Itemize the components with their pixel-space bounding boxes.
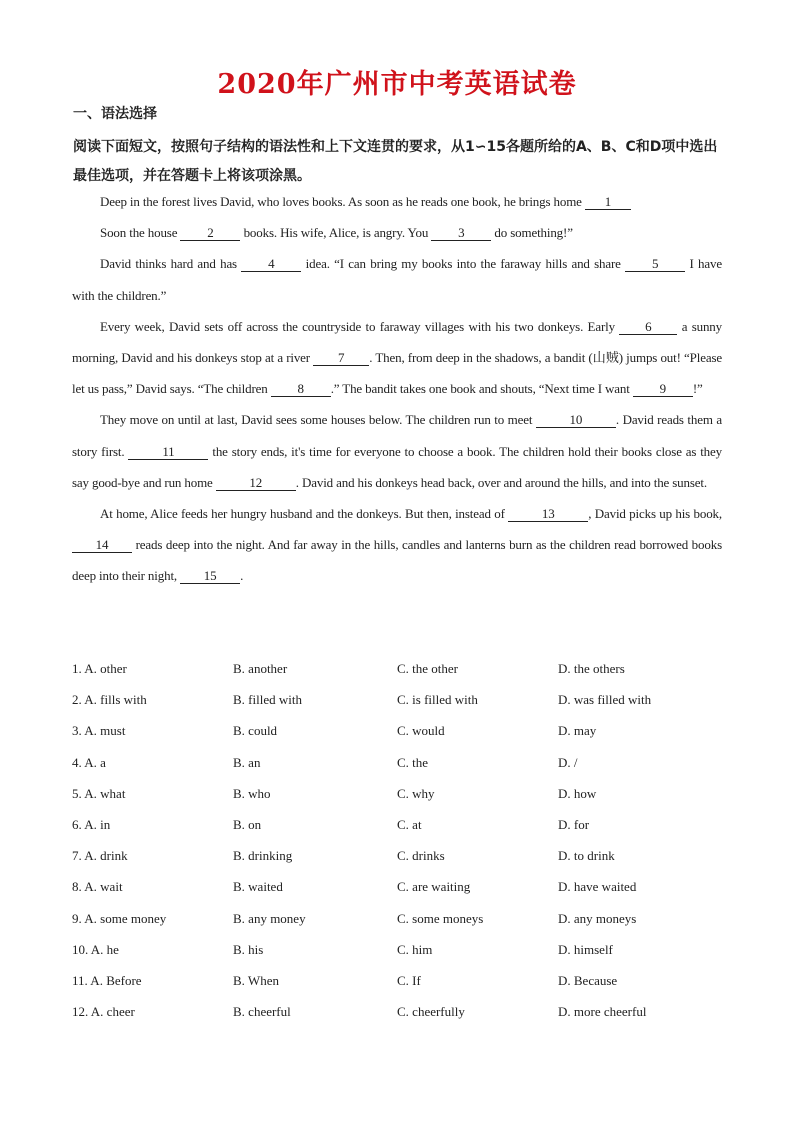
option-d: D. have waited [558, 879, 637, 895]
option-b: B. another [233, 661, 288, 676]
passage-text: books. His wife, Alice, is angry. You [243, 225, 429, 241]
option-c: C. are waiting [397, 879, 471, 895]
option-c: C. the other [397, 661, 459, 676]
option-a: 10. A. he [72, 941, 119, 957]
option-a: 3. A. must [72, 723, 126, 739]
blank-14: 14 [72, 537, 132, 553]
option-c: C. him [397, 941, 433, 957]
option-b: B. any money [233, 910, 306, 926]
passage-text: do something!” [494, 225, 573, 241]
option-row [72, 749, 732, 780]
blank-8: 8 [271, 381, 331, 397]
passage-text: , David picks up his book, [588, 506, 723, 522]
option-b: B. his [233, 941, 264, 957]
paragraph [72, 217, 722, 248]
option-b: B. drinking [233, 848, 293, 864]
blank-1: 1 [585, 194, 631, 210]
passage-text: !” [692, 381, 703, 397]
option-d: D. Because [558, 972, 618, 988]
option-a: 4. A. a [72, 754, 106, 770]
option-row [72, 811, 732, 842]
passage-text: I have with the children.” [72, 256, 722, 303]
option-d: D. may [558, 723, 597, 739]
passage-text: . David reads them a story first. [72, 412, 722, 459]
option-b: B. cheerful [233, 1004, 291, 1020]
option-a: 11. A. Before [72, 972, 142, 988]
option-b: B. on [233, 816, 262, 832]
paragraph [72, 404, 722, 498]
option-c: C. If [397, 972, 421, 988]
option-row [72, 842, 732, 873]
section-heading: 一、语法选择 [73, 106, 157, 122]
passage-text: . Then, from deep in the shadows, a bandit (山贼) jumps out! “Please let us pass,” David says. “The children [72, 350, 722, 397]
option-a: 2. A. fills with [72, 692, 147, 708]
option-c: C. drinks [397, 848, 445, 864]
blank-11: 11 [128, 444, 208, 460]
paragraph [72, 186, 722, 217]
option-d: D. the others [558, 661, 625, 676]
passage-text: idea. “I can bring my books into the faraway hills and share [305, 256, 621, 272]
option-row [72, 905, 732, 936]
passage-text: Soon the house [100, 225, 178, 241]
option-c: C. why [397, 785, 435, 801]
option-b: B. When [233, 972, 279, 988]
passage-text: David thinks hard and has [100, 256, 237, 272]
options-list [72, 655, 732, 1029]
blank-12: 12 [216, 475, 296, 491]
blank-13: 13 [508, 506, 588, 522]
option-row [72, 717, 732, 748]
option-c: C. cheerfully [397, 1004, 465, 1020]
blank-7: 7 [313, 350, 369, 366]
option-d: D. / [558, 754, 578, 770]
passage-text: Every week, David sets off across the countryside to faraway villages with his two donkeys. Early [100, 318, 615, 334]
option-a: 7. A. drink [72, 848, 128, 864]
option-row [72, 936, 732, 967]
option-c: C. would [397, 723, 445, 739]
option-c: C. at [397, 816, 422, 832]
passage-text: . David and his donkeys head back, over and around the hills, and into the sunset. [295, 474, 707, 490]
blank-4: 4 [241, 256, 301, 272]
paragraph [72, 498, 722, 592]
blank-2: 2 [180, 225, 240, 241]
option-b: B. an [233, 754, 261, 770]
option-d: D. for [558, 816, 590, 832]
option-c: C. some moneys [397, 910, 484, 926]
blank-6: 6 [619, 319, 677, 335]
blank-15: 15 [180, 568, 240, 584]
option-d: D. to drink [558, 848, 615, 864]
paragraph [72, 311, 722, 405]
option-d: D. was filled with [558, 692, 652, 708]
option-row [72, 873, 732, 904]
passage-text: They move on until at last, David sees some houses below. The children run to meet [100, 412, 533, 428]
option-c: C. the [397, 754, 429, 770]
paragraph [72, 248, 722, 310]
passage-text: . [240, 568, 244, 584]
passage-text: a sunny morning, David and his donkeys stop at a river [72, 318, 723, 366]
passage-text: Deep in the forest lives David, who loves books. As soon as he reads one book, he brings home [100, 194, 582, 209]
option-c: C. is filled with [397, 692, 478, 708]
option-row [72, 780, 732, 811]
option-b: B. waited [233, 879, 283, 895]
option-b: B. filled with [233, 692, 302, 708]
page-title: 2020年广州市中考英语试卷 [217, 69, 577, 100]
option-d: D. more cheerful [558, 1004, 647, 1020]
option-d: D. how [558, 785, 597, 801]
option-a: 5. A. what [72, 785, 126, 801]
option-d: D. himself [558, 941, 613, 957]
option-row [72, 686, 732, 717]
passage-text: .” The bandit takes one book and shouts, “Next time I want [330, 381, 630, 397]
option-a: 8. A. wait [72, 879, 123, 895]
blank-5: 5 [625, 256, 685, 272]
passage-text: At home, Alice feeds her hungry husband and the donkeys. But then, instead of [100, 506, 505, 522]
blank-9: 9 [633, 381, 693, 397]
passage-text: reads deep into the night. And far away in the hills, candles and lanterns burn as the children read borrowed books deep into their night, [72, 537, 722, 584]
option-a: 6. A. in [72, 816, 111, 832]
passage [72, 186, 722, 592]
option-a: 9. A. some money [72, 910, 167, 926]
passage-text: the story ends, it's time for everyone to choose a book. The children hold their books close as they say good-bye and run home [72, 443, 722, 490]
instructions: 阅读下面短文，按照句子结构的语法性和上下文连贯的要求，从1∽15各题所给的A、B、C和D项中选出最佳选项，并在答题卡上将该项涂黑。 [73, 139, 718, 184]
option-row [72, 967, 732, 998]
option-row [72, 655, 732, 686]
blank-10: 10 [536, 412, 616, 428]
option-b: B. who [233, 785, 271, 801]
option-b: B. could [233, 723, 278, 739]
option-d: D. any moneys [558, 910, 637, 926]
option-a: 1. A. other [72, 661, 127, 676]
option-a: 12. A. cheer [72, 1004, 135, 1020]
blank-3: 3 [431, 225, 491, 241]
option-row [72, 998, 732, 1029]
